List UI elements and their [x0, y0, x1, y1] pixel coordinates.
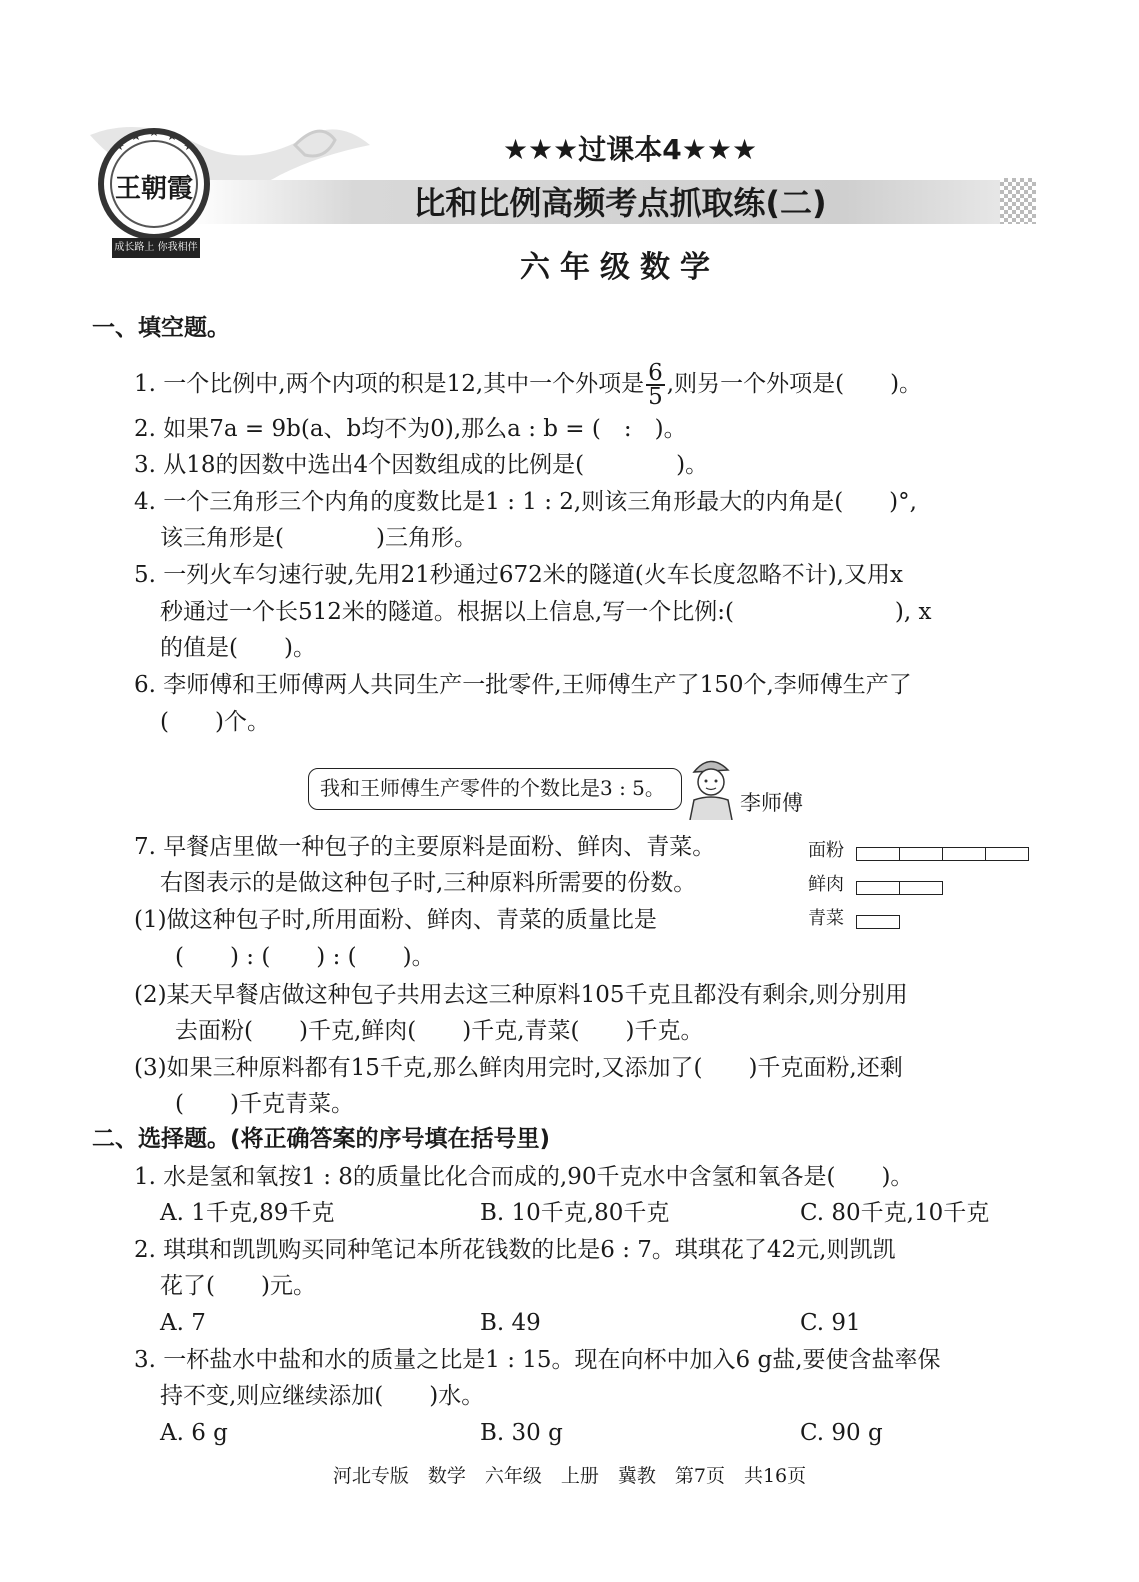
question-6-cont: ( )个。: [160, 709, 270, 735]
checker-pattern: [1000, 178, 1036, 224]
question-7-3-cont: ( )千克青菜。: [175, 1091, 354, 1117]
question-5: 5. 一列火车匀速行驶,先用21秒通过672米的隧道(火车长度忽略不计),又用x: [134, 562, 903, 588]
speaker-label: 李师傅: [740, 791, 803, 815]
option-3b: B. 30 g: [480, 1420, 563, 1446]
question-5-cont: 秒通过一个长512米的隧道。根据以上信息,写一个比例:( ), x: [160, 599, 932, 625]
star-crown-icon: [104, 124, 204, 154]
question-7-2-cont: 去面粉( )千克,鲜肉( )千克,青菜( )千克。: [175, 1018, 704, 1044]
choice-question-1: 1. 水是氢和氧按1 : 8的质量比化合而成的,90千克水中含氢和氧各是( )。: [134, 1164, 914, 1190]
question-2: 2. 如果7a = 9b(a、b均不为0),那么a : b = ( : )。: [134, 416, 687, 442]
page-footer: 河北专版 数学 六年级 上册 冀教 第7页 共16页: [332, 1465, 807, 1487]
section-heading-2: 二、选择题。(将正确答案的序号填在括号里): [92, 1126, 551, 1152]
choice-question-3-cont: 持不变,则应继续添加( )水。: [160, 1383, 485, 1409]
option-1b: B. 10千克,80千克: [480, 1200, 670, 1226]
question-7-3: (3)如果三种原料都有15千克,那么鲜肉用完时,又添加了( )千克面粉,还剩: [134, 1055, 903, 1081]
question-4-cont: 该三角形是( )三角形。: [160, 525, 477, 551]
diagram-bar-meat: [856, 877, 943, 896]
option-1c: C. 80千克,10千克: [800, 1200, 990, 1226]
choice-question-2-cont: 花了( )元。: [160, 1273, 316, 1299]
question-7-1: (1)做这种包子时,所用面粉、鲜肉、青菜的质量比是: [134, 907, 657, 933]
question-7-2: (2)某天早餐店做这种包子共用去这三种原料105千克且都没有剩余,则分别用: [134, 982, 908, 1008]
section-heading: 一、填空题。: [92, 315, 230, 341]
question-7-1-cont: ( ) : ( ) : ( )。: [175, 944, 435, 970]
option-2a: A. 7: [160, 1310, 206, 1336]
option-3a: A. 6 g: [160, 1420, 228, 1446]
choice-question-3: 3. 一杯盐水中盐和水的质量之比是1 : 15。现在向杯中加入6 g盐,要使含盐率保: [134, 1347, 941, 1373]
logo-ribbon: 成长路上 你我相伴: [112, 238, 200, 258]
question-6: 6. 李师傅和王师傅两人共同生产一批零件,王师傅生产了150个,李师傅生产了: [134, 672, 912, 698]
diagram-label-meat: 鲜肉: [808, 874, 844, 895]
question-3: 3. 从18的因数中选出4个因数组成的比例是( )。: [134, 452, 709, 478]
page-title: 比和比例高频考点抓取练(二): [413, 184, 827, 222]
question-7: 7. 早餐店里做一种包子的主要原料是面粉、鲜肉、青菜。: [134, 834, 716, 860]
diagram-label-veg: 青菜: [808, 908, 844, 929]
diagram-label-flour: 面粉: [808, 840, 844, 861]
option-2b: B. 49: [480, 1310, 541, 1336]
page-subtitle: 六年级数学: [520, 250, 720, 285]
worker-avatar-icon: [680, 750, 740, 820]
option-1a: A. 1千克,89千克: [160, 1200, 335, 1226]
diagram-bar-flour: [856, 843, 1029, 862]
question-7-cont: 右图表示的是做这种包子时,三种原料所需要的份数。: [160, 870, 697, 896]
speech-text: 我和王师傅生产零件的个数比是3 : 5。: [320, 776, 665, 800]
option-2c: C. 91: [800, 1310, 861, 1336]
question-1: 1. 一个比例中,两个内项的积是12,其中一个外项是 $\frac{6}{5}$ ,则另一个外项是( )。: [134, 360, 923, 410]
series-label: ★★★过课本4★★★: [502, 133, 758, 166]
option-3c: C. 90 g: [800, 1420, 883, 1446]
question-5-cont2: 的值是( )。: [160, 635, 316, 661]
logo-text: 王朝霞: [114, 174, 193, 204]
diagram-bar-veg: [856, 911, 900, 930]
choice-question-2: 2. 琪琪和凯凯购买同种笔记本所花钱数的比是6 : 7。琪琪花了42元,则凯凯: [134, 1237, 896, 1263]
fraction: $\frac{6}{5}$: [648, 360, 663, 410]
question-4: 4. 一个三角形三个内角的度数比是1 : 1 : 2,则该三角形最大的内角是( )°,: [134, 489, 917, 515]
